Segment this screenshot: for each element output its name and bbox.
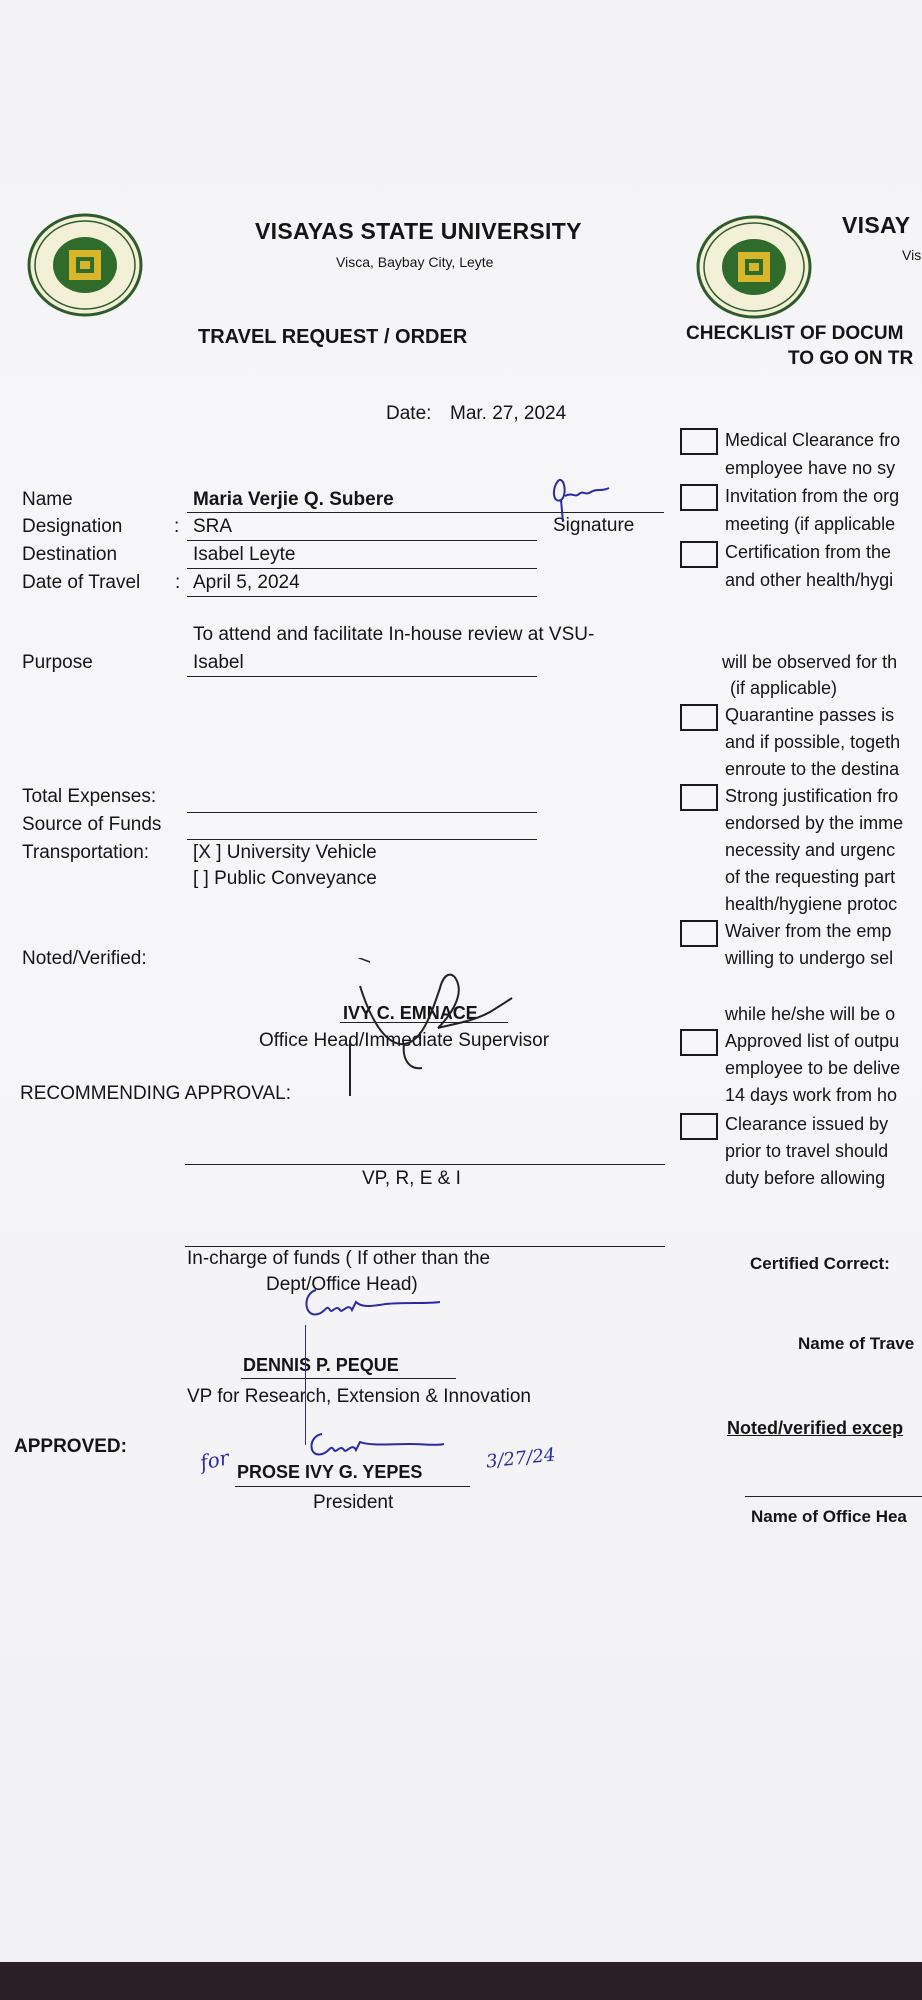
designation-colon: :: [174, 516, 180, 537]
checklist-text: Waiver from the emp: [725, 921, 892, 941]
source-of-funds-label: Source of Funds: [22, 814, 162, 835]
incharge-funds-line: [185, 1246, 665, 1247]
transport-option-public-conveyance: [ ] Public Conveyance: [193, 868, 377, 889]
checklist-box-8[interactable]: [680, 1113, 718, 1140]
certified-correct-label: Certified Correct:: [750, 1254, 890, 1273]
checklist-text: Certification from the: [725, 542, 892, 562]
checklist-box-5[interactable]: [680, 784, 718, 811]
name-of-office-head-label: Name of Office Hea: [751, 1507, 907, 1526]
checklist-text: 14 days work from ho: [725, 1085, 898, 1105]
recommending-approval-label: RECOMMENDING APPROVAL:: [20, 1083, 291, 1104]
purpose-line-1: To attend and facilitate In-house review at VSU-: [193, 624, 595, 645]
designation-label: Designation: [22, 516, 123, 537]
president-name-line: [235, 1486, 470, 1487]
checklist-text: health/hygiene protoc: [725, 894, 898, 914]
checklist-box-7[interactable]: [680, 1029, 718, 1056]
supervisor-name: IVY C. EMNACE: [343, 1003, 478, 1023]
right-title-line-2: TO GO ON TR: [788, 348, 914, 369]
university-seal-right-icon: [695, 214, 813, 320]
total-expenses-line: [187, 812, 537, 813]
traveler-signature-icon: [545, 470, 615, 528]
university-name: VISAYAS STATE UNIVERSITY: [255, 218, 582, 244]
checklist-text: will be observed for th: [722, 652, 898, 672]
office-head-line: [745, 1496, 922, 1497]
checklist-text: and if possible, togeth: [725, 732, 901, 752]
checklist-text: Invitation from the org: [725, 486, 900, 506]
checklist-box-1[interactable]: [680, 428, 718, 455]
checklist-text: employee have no sy: [725, 458, 896, 478]
designation-value: SRA: [193, 516, 233, 537]
total-expenses-label: Total Expenses:: [22, 786, 157, 807]
date-of-travel-line: [187, 596, 537, 597]
destination-label: Destination: [22, 544, 118, 565]
checklist-text: prior to travel should: [725, 1141, 889, 1161]
checklist-text: of the requesting part: [725, 867, 896, 887]
approval-date: 3/27/24: [485, 1444, 557, 1473]
supervisor-signature-stroke: [349, 1040, 351, 1096]
right-university-name: VISAY: [842, 212, 911, 238]
name-value: Maria Verjie Q. Subere: [193, 489, 394, 510]
vp-full-title: VP for Research, Extension & Innovation: [187, 1386, 531, 1407]
designation-line: [187, 540, 537, 541]
destination-value: Isabel Leyte: [193, 544, 296, 565]
checklist-box-6[interactable]: [680, 920, 718, 947]
checklist-box-4[interactable]: [680, 704, 718, 731]
approved-label: APPROVED:: [14, 1436, 127, 1457]
checklist-text: Strong justification fro: [725, 786, 899, 806]
president-title: President: [313, 1492, 394, 1513]
vp-rei-line: [185, 1164, 665, 1165]
checklist-text: enroute to the destina: [725, 759, 900, 779]
destination-line: [187, 568, 537, 569]
checklist-text: duty before allowing: [725, 1168, 886, 1188]
vp-signature-stroke: [305, 1325, 306, 1445]
right-university-address: Vis: [902, 247, 922, 263]
checklist-text: and other health/hygi: [725, 570, 894, 590]
date-label: Date:: [386, 403, 432, 424]
source-of-funds-line: [187, 839, 537, 840]
transportation-label: Transportation:: [22, 842, 150, 863]
right-title-line-1: CHECKLIST OF DOCUM: [686, 323, 904, 344]
date-of-travel-value: April 5, 2024: [193, 572, 300, 593]
transport-option-university-vehicle: [X ] University Vehicle: [193, 842, 377, 863]
noted-verified-label: Noted/Verified:: [22, 948, 147, 969]
vp-rei-title: VP, R, E & I: [362, 1168, 461, 1189]
signature-label: Signature: [553, 515, 635, 536]
checklist-text: meeting (if applicable: [725, 514, 896, 534]
checklist-box-2[interactable]: [680, 484, 718, 511]
vp-name: DENNIS P. PEQUE: [243, 1355, 399, 1375]
checklist-text: while he/she will be o: [725, 1004, 896, 1024]
date-of-travel-colon: :: [175, 572, 181, 593]
checklist-text: employee to be delive: [725, 1058, 901, 1078]
incharge-funds-line-1: In-charge of funds ( If other than the: [187, 1248, 491, 1269]
checklist-text: (if applicable): [730, 678, 838, 698]
supervisor-title: Office Head/Immediate Supervisor: [259, 1030, 550, 1051]
date-of-travel-label: Date of Travel: [22, 572, 141, 593]
for-note: for: [197, 1445, 232, 1475]
form-title: TRAVEL REQUEST / ORDER: [198, 326, 468, 348]
checklist-text: Approved list of outpu: [725, 1031, 900, 1051]
name-of-traveler-label: Name of Trave: [798, 1334, 915, 1353]
checklist-text: Medical Clearance fro: [725, 430, 901, 450]
checklist-text: necessity and urgenc: [725, 840, 896, 860]
checklist-text: Clearance issued by: [725, 1114, 889, 1134]
university-address: Visca, Baybay City, Leyte: [336, 254, 494, 270]
purpose-line-2: Isabel: [193, 652, 244, 673]
background-strip: [0, 1962, 922, 2000]
purpose-line: [187, 676, 537, 677]
university-seal-icon: [26, 212, 144, 318]
checklist-text: willing to undergo sel: [725, 948, 894, 968]
vp-signature-icon: [296, 1280, 446, 1340]
date-value: Mar. 27, 2024: [450, 403, 567, 424]
checklist-box-3[interactable]: [680, 541, 718, 568]
purpose-label: Purpose: [22, 652, 93, 673]
supervisor-signature-icon: [340, 958, 550, 1098]
vp-name-line: [241, 1378, 456, 1379]
incharge-funds-line-2: Dept/Office Head): [266, 1274, 418, 1295]
checklist-text: endorsed by the imme: [725, 813, 904, 833]
checklist-text: Quarantine passes is: [725, 705, 895, 725]
noted-verified-except-label: Noted/verified excep: [727, 1418, 904, 1438]
president-name: PROSE IVY G. YEPES: [237, 1462, 423, 1482]
name-label: Name: [22, 489, 73, 510]
